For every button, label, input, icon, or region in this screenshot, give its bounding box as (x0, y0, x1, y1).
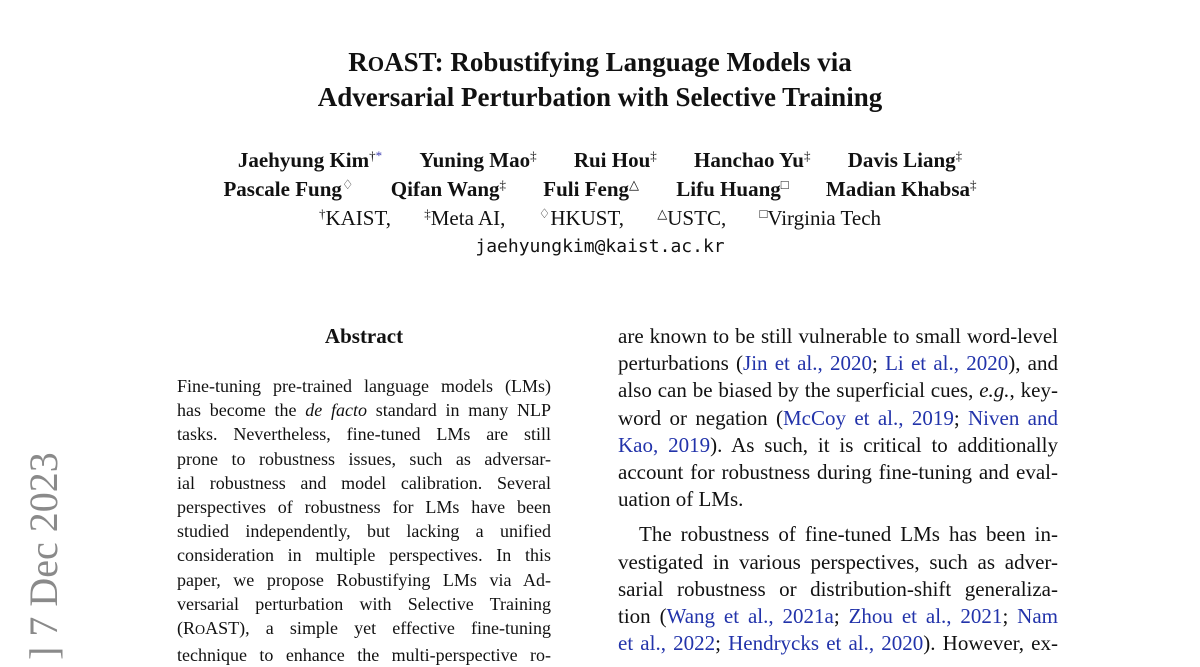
body-line: are known to be still vulnerable to small word-level (618, 324, 1058, 348)
title-smallcaps-letter: O (367, 52, 385, 76)
title-line-1 (0, 46, 1200, 81)
author: Jaehyung Kim†* (237, 148, 383, 172)
abstract-line: studied independently, but lacking a unified (177, 521, 551, 542)
citation-link[interactable]: Zhou et al., 2021 (848, 604, 1003, 629)
body-line: et al., 2022; Hendrycks et al., 2020). However, ex- (618, 631, 1058, 656)
body-line: also can be biased by the superficial cues, e.g., key- (618, 378, 1058, 403)
citation-link[interactable]: Jin et al., 2020 (743, 351, 872, 376)
affiliation: ♢HKUST, (538, 206, 625, 230)
citation-link[interactable]: Kao, 2019 (618, 432, 711, 457)
affiliation: △USTC, (657, 206, 727, 230)
intro-column (618, 323, 1058, 657)
abstract-line: technique to enhance the multi-perspective ro- (177, 645, 551, 666)
affiliation: †KAIST, (318, 206, 391, 230)
author: Pascale Fung♢ (223, 177, 354, 201)
abstract-line: (ROAST), a simple yet effective fine-tuning (177, 618, 551, 639)
author: Qifan Wang‡ (390, 177, 507, 201)
title-lead-letter: R (348, 47, 368, 77)
body-line: uation of LMs. (618, 487, 744, 512)
body-line: The robustness of fine-tuned LMs has been in- (639, 522, 1058, 547)
abstract-heading: Abstract (324, 324, 404, 348)
abstract-line: versarial perturbation with Selective Training (177, 593, 551, 614)
abstract-body (177, 374, 551, 667)
title-line-1-text: AST: Robustifying Language Models via (384, 47, 852, 77)
citation-link[interactable]: Niven and (968, 405, 1058, 430)
abstract-line: Fine-tuning pre-trained language models (LMs) (177, 376, 551, 396)
author-row-1 (0, 146, 1200, 175)
citation-link[interactable]: Hendrycks et al., 2020 (728, 631, 924, 656)
author: Fuli Feng△ (543, 177, 640, 201)
body-line: word or negation (McCoy et al., 2019; Niven and (618, 405, 1058, 430)
citation-link[interactable]: McCoy et al., 2019 (782, 405, 954, 430)
title-line-2: Adversarial Perturbation with Selective Training (317, 82, 883, 112)
affiliation-list (0, 204, 1200, 233)
abstract-line: tasks. Nevertheless, fine-tuned LMs are still (177, 424, 551, 445)
body-paragraph (618, 521, 1058, 657)
author: Rui Hou‡ (573, 148, 657, 172)
body-line: tion (Wang et al., 2021a; Zhou et al., 2021; Nam (618, 604, 1058, 629)
body-line: Kao, 2019). As such, it is critical to additionally (618, 432, 1058, 457)
author-row-2 (0, 175, 1200, 204)
author: Davis Liang‡ (847, 148, 963, 172)
abstract-line: consideration in multiple perspectives. In this (177, 545, 551, 566)
affiliation: ‡Meta AI, (424, 206, 506, 230)
affiliation: □Virginia Tech (759, 206, 882, 230)
citation-link[interactable]: Li et al., 2020 (885, 351, 1009, 376)
citation-link[interactable]: et al., 2022 (618, 631, 716, 656)
citation-link[interactable]: Nam (1017, 604, 1058, 629)
author: Hanchao Yu‡ (694, 148, 811, 172)
abstract-line: ial robustness and model calibration. Several (177, 472, 551, 493)
body-line: vestigated in various perspectives, such as adver- (618, 549, 1058, 574)
author: Yuning Mao‡ (419, 148, 537, 172)
arxiv-side-stamp: ] 7 Dec 2023 (21, 452, 66, 660)
author: Lifu Huang□ (676, 177, 789, 201)
author-email: jaehyungkim@kaist.ac.kr (475, 236, 725, 257)
author-list (0, 146, 1200, 204)
author: Madian Khabsa‡ (825, 177, 977, 201)
citation-link[interactable]: Wang et al., 2021a (666, 604, 834, 629)
abstract-line: has become the de facto standard in many NLP (177, 400, 552, 421)
footnote-link[interactable]: * (375, 148, 383, 163)
body-line: perturbations (Jin et al., 2020; Li et al., 2020), and (618, 351, 1058, 376)
body-line: account for robustness during fine-tuning and eval- (618, 460, 1058, 485)
paper-title (0, 46, 1200, 114)
abstract-line: perspectives of robustness for LMs have been (177, 497, 551, 518)
abstract-line: paper, we propose Robustifying LMs via Ad- (177, 569, 551, 590)
body-line: sarial robustness or distribution-shift generaliza- (618, 576, 1058, 601)
abstract-line: prone to robustness issues, such as adversar- (177, 448, 551, 469)
